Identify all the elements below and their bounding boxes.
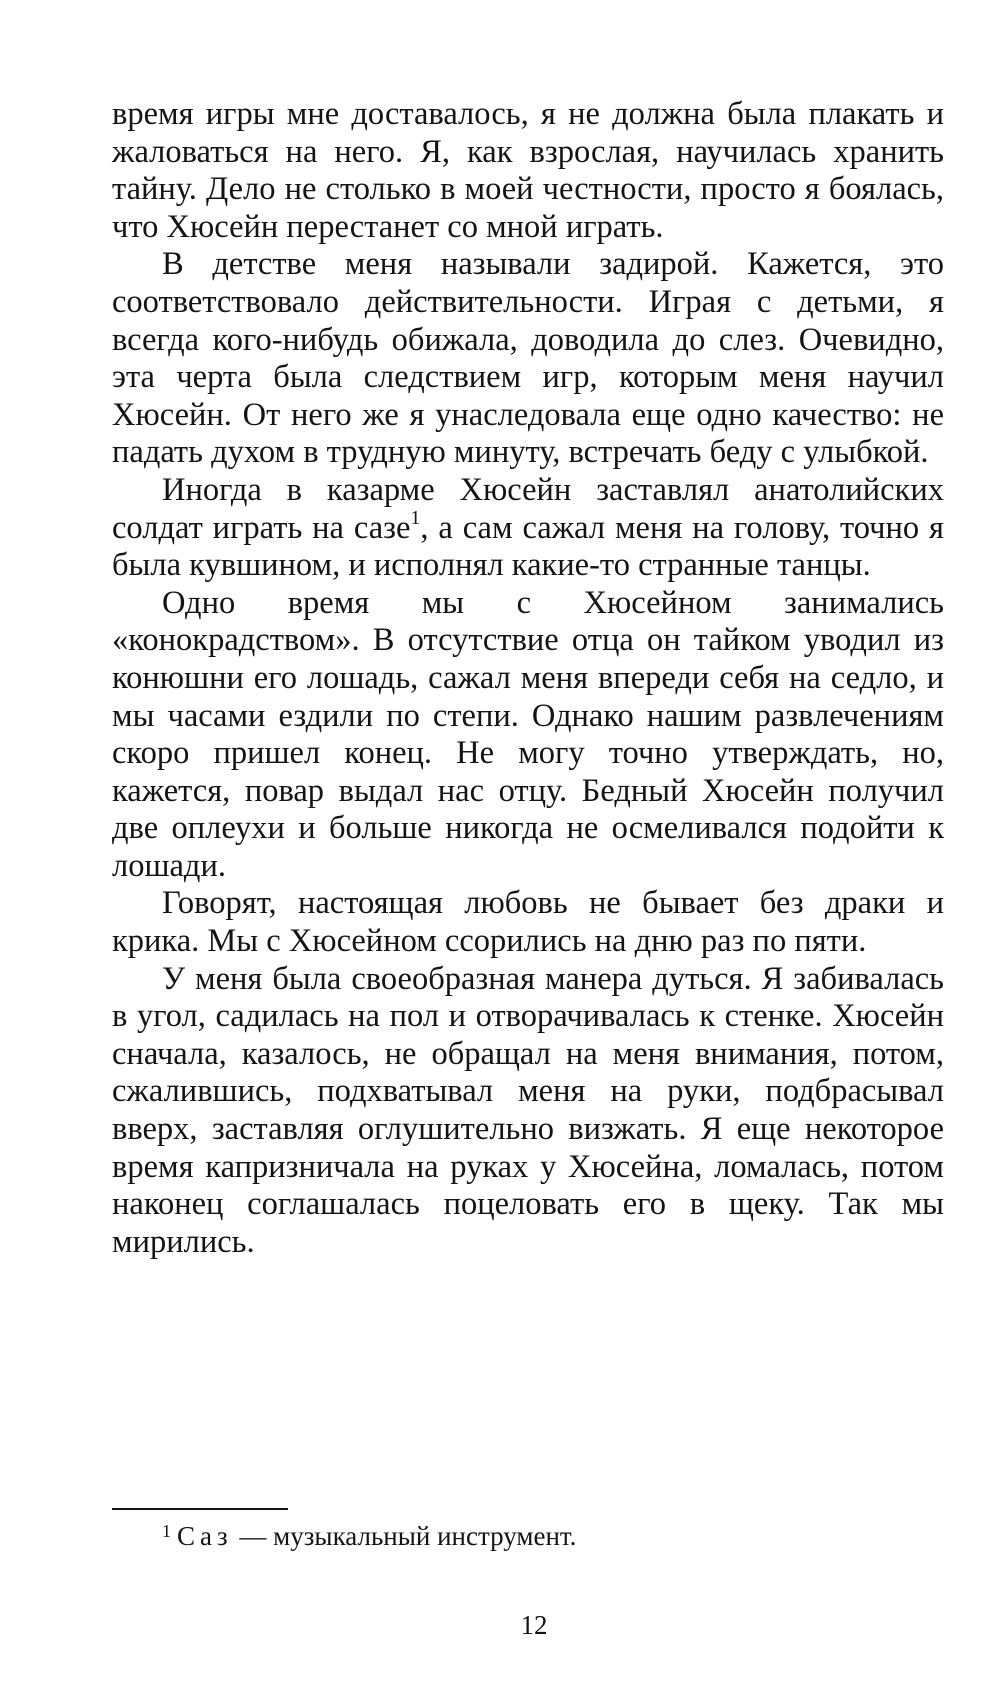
paragraph: У меня была своеобразная манера дуться. Я забивалась в угол, садилась на пол и отворачивалась к стенке. Хюсейн сначала, казалось, не обращал на меня внимания, потом, сжалившись, подхватывал меня на руки, подбрасывал вверх, заставляя оглушительно визжать. Я еще некоторое время капризничала на руках у Хюсейна, ломалась, потом наконец соглашалась поцеловать его в щеку. Так мы мирились.	[112, 960, 944, 1260]
paragraph: Одно время мы с Хюсейном занимались «конокрадством». В отсутствие отца он тайком уводил из конюшни его лошадь, сажал меня впереди себя на седло, и мы часами ездили по степи. Однако нашим развлечениям скоро пришел конец. Не могу точно утверждать, но, кажется, повар выдал нас отцу. Бедный Хюсейн получил две оплеухи и больше никогда не осмеливался подойти к лошади.	[112, 584, 944, 884]
paragraph-with-footnote-ref	[112, 472, 944, 585]
footnote	[162, 1520, 942, 1555]
paragraph-continuation: время игры мне доставалось, я не должна была плакать и жаловаться на него. Я, как взрослая, научилась хранить тайну. Дело не столько в моей честности, просто я боялась, что Хюсейн перестанет со мной играть.	[112, 96, 944, 245]
footnote-divider	[112, 1508, 288, 1510]
main-text	[112, 96, 944, 1261]
paragraph: В детстве меня называли задирой. Кажется, это соответствовало действительности. Играя с детьми, я всегда кого-нибудь обижала, доводила до слез. Очевидно, эта черта была следствием игр, которым меня научил Хюсейн. От него же я унаследовала еще одно качество: не падать духом в трудную минуту, встречать беду с улыбкой.	[112, 246, 944, 471]
footnote-reference[interactable]: 1	[410, 506, 421, 529]
page-number: 12	[520, 1610, 548, 1640]
paragraph-text-after-ref: , а сам сажал меня на голову, точно я была кувшином, и исполнял какие-то странные танцы.	[112, 509, 944, 584]
paragraph: Говорят, настоящая любовь не бывает без драки и крика. Мы с Хюсейном ссорились на дню раз по пяти.	[112, 885, 944, 960]
footnote-text: — музыкальный инструмент.	[232, 1521, 577, 1551]
footnote-mark: 1	[162, 1521, 171, 1541]
footnote-term: Саз	[177, 1521, 233, 1551]
paragraph-text-before-ref: Иногда в казарме Хюсейн заставлял анатолийских солдат играть на сазе	[112, 471, 944, 546]
